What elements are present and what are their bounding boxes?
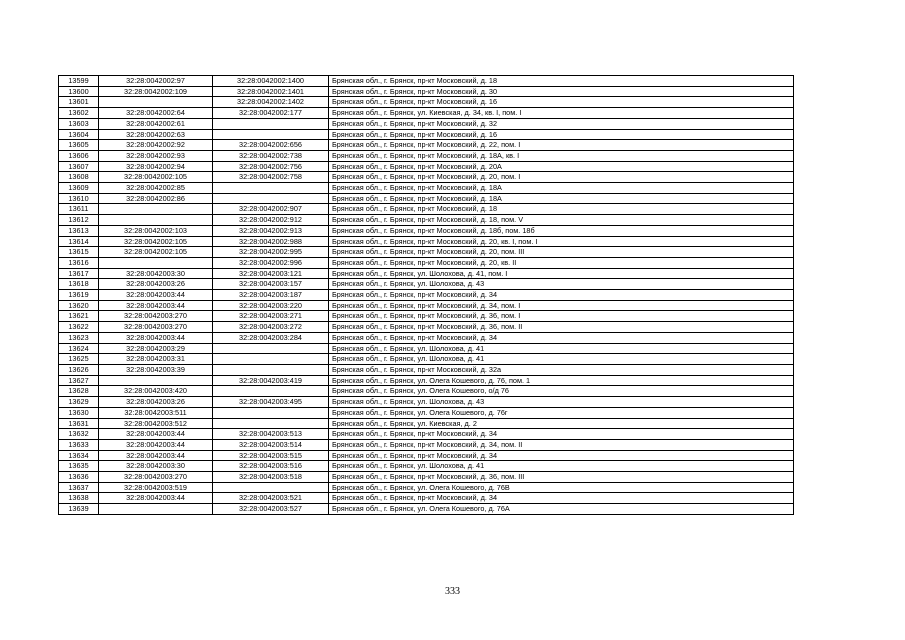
row-number-cell: 13632 (59, 429, 99, 440)
land-cadastral-number-cell: 32:28:0042003:26 (99, 279, 213, 290)
row-number-cell: 13619 (59, 290, 99, 301)
land-cadastral-number-cell (99, 97, 213, 108)
row-number-cell: 13638 (59, 493, 99, 504)
table-row (59, 290, 794, 301)
row-number-cell: 13603 (59, 118, 99, 129)
land-cadastral-number-cell: 32:28:0042003:30 (99, 461, 213, 472)
land-cadastral-number-cell: 32:28:0042002:86 (99, 193, 213, 204)
table-row (59, 418, 794, 429)
table-row (59, 257, 794, 268)
building-cadastral-number-cell: 32:28:0042003:527 (213, 504, 329, 515)
row-number-cell: 13636 (59, 472, 99, 483)
address-cell: Брянская обл., г. Брянск, ул. Олега Кошевого, о/д 76 (329, 386, 794, 397)
land-cadastral-number-cell: 32:28:0042003:519 (99, 482, 213, 493)
table-row (59, 140, 794, 151)
building-cadastral-number-cell: 32:28:0042002:1401 (213, 86, 329, 97)
address-cell: Брянская обл., г. Брянск, ул. Шолохова, д. 43 (329, 397, 794, 408)
table-row (59, 407, 794, 418)
row-number-cell: 13613 (59, 225, 99, 236)
land-cadastral-number-cell (99, 375, 213, 386)
row-number-cell: 13639 (59, 504, 99, 515)
table-row (59, 161, 794, 172)
row-number-cell: 13628 (59, 386, 99, 397)
table-row (59, 493, 794, 504)
table-row (59, 215, 794, 226)
row-number-cell: 13616 (59, 257, 99, 268)
address-cell: Брянская обл., г. Брянск, ул. Киевская, д. 34, кв. I, пом. I (329, 108, 794, 119)
building-cadastral-number-cell (213, 418, 329, 429)
land-cadastral-number-cell (99, 504, 213, 515)
row-number-cell: 13629 (59, 397, 99, 408)
land-cadastral-number-cell: 32:28:0042003:512 (99, 418, 213, 429)
building-cadastral-number-cell: 32:28:0042002:177 (213, 108, 329, 119)
row-number-cell: 13614 (59, 236, 99, 247)
row-number-cell: 13608 (59, 172, 99, 183)
land-cadastral-number-cell: 32:28:0042003:44 (99, 290, 213, 301)
table-row (59, 172, 794, 183)
building-cadastral-number-cell: 32:28:0042003:271 (213, 311, 329, 322)
building-cadastral-number-cell (213, 343, 329, 354)
table-row (59, 364, 794, 375)
building-cadastral-number-cell: 32:28:0042003:419 (213, 375, 329, 386)
building-cadastral-number-cell: 32:28:0042003:514 (213, 439, 329, 450)
address-cell: Брянская обл., г. Брянск, ул. Олега Кошевого, д. 76г (329, 407, 794, 418)
page-number: 333 (445, 586, 460, 597)
building-cadastral-number-cell (213, 118, 329, 129)
row-number-cell: 13607 (59, 161, 99, 172)
address-cell: Брянская обл., г. Брянск, пр-кт Московский, д. 32 (329, 118, 794, 129)
address-cell: Брянская обл., г. Брянск, пр-кт Московский, д. 32а (329, 364, 794, 375)
building-cadastral-number-cell: 32:28:0042002:995 (213, 247, 329, 258)
row-number-cell: 13601 (59, 97, 99, 108)
building-cadastral-number-cell: 32:28:0042002:912 (213, 215, 329, 226)
table-row (59, 108, 794, 119)
land-cadastral-number-cell: 32:28:0042003:30 (99, 268, 213, 279)
building-cadastral-number-cell: 32:28:0042003:515 (213, 450, 329, 461)
land-cadastral-number-cell: 32:28:0042003:420 (99, 386, 213, 397)
land-cadastral-number-cell: 32:28:0042002:93 (99, 150, 213, 161)
row-number-cell: 13627 (59, 375, 99, 386)
registry-table-body (59, 76, 794, 515)
building-cadastral-number-cell (213, 183, 329, 194)
address-cell: Брянская обл., г. Брянск, пр-кт Московский, д. 18, пом. V (329, 215, 794, 226)
table-row (59, 247, 794, 258)
row-number-cell: 13606 (59, 150, 99, 161)
land-cadastral-number-cell: 32:28:0042003:44 (99, 429, 213, 440)
row-number-cell: 13633 (59, 439, 99, 450)
building-cadastral-number-cell: 32:28:0042003:157 (213, 279, 329, 290)
land-cadastral-number-cell: 32:28:0042003:29 (99, 343, 213, 354)
table-row (59, 322, 794, 333)
table-row (59, 279, 794, 290)
table-row (59, 386, 794, 397)
land-cadastral-number-cell: 32:28:0042002:63 (99, 129, 213, 140)
address-cell: Брянская обл., г. Брянск, пр-кт Московский, д. 16 (329, 97, 794, 108)
row-number-cell: 13609 (59, 183, 99, 194)
table-row (59, 268, 794, 279)
building-cadastral-number-cell (213, 129, 329, 140)
building-cadastral-number-cell (213, 193, 329, 204)
table-row (59, 300, 794, 311)
table-row (59, 482, 794, 493)
address-cell: Брянская обл., г. Брянск, пр-кт Московский, д. 20, кв. II (329, 257, 794, 268)
address-cell: Брянская обл., г. Брянск, пр-кт Московский, д. 18 (329, 204, 794, 215)
address-cell: Брянская обл., г. Брянск, пр-кт Московский, д. 18б, пом. 18б (329, 225, 794, 236)
building-cadastral-number-cell: 32:28:0042002:996 (213, 257, 329, 268)
row-number-cell: 13611 (59, 204, 99, 215)
table-row (59, 472, 794, 483)
table-row (59, 397, 794, 408)
address-cell: Брянская обл., г. Брянск, пр-кт Московский, д. 20А (329, 161, 794, 172)
land-cadastral-number-cell: 32:28:0042002:97 (99, 76, 213, 87)
land-cadastral-number-cell: 32:28:0042002:85 (99, 183, 213, 194)
table-row (59, 118, 794, 129)
address-cell: Брянская обл., г. Брянск, ул. Шолохова, д. 41 (329, 354, 794, 365)
address-cell: Брянская обл., г. Брянск, ул. Олега Кошевого, д. 76А (329, 504, 794, 515)
row-number-cell: 13625 (59, 354, 99, 365)
row-number-cell: 13626 (59, 364, 99, 375)
address-cell: Брянская обл., г. Брянск, ул. Шолохова, д. 43 (329, 279, 794, 290)
table-row (59, 429, 794, 440)
address-cell: Брянская обл., г. Брянск, ул. Шолохова, д. 41, пом. I (329, 268, 794, 279)
table-row (59, 343, 794, 354)
row-number-cell: 13630 (59, 407, 99, 418)
building-cadastral-number-cell: 32:28:0042003:272 (213, 322, 329, 333)
building-cadastral-number-cell (213, 407, 329, 418)
table-row (59, 375, 794, 386)
address-cell: Брянская обл., г. Брянск, пр-кт Московский, д. 22, пом. I (329, 140, 794, 151)
land-cadastral-number-cell: 32:28:0042003:44 (99, 332, 213, 343)
address-cell: Брянская обл., г. Брянск, пр-кт Московский, д. 34, пом. II (329, 439, 794, 450)
table-row (59, 461, 794, 472)
address-cell: Брянская обл., г. Брянск, пр-кт Московский, д. 30 (329, 86, 794, 97)
row-number-cell: 13604 (59, 129, 99, 140)
building-cadastral-number-cell: 32:28:0042003:521 (213, 493, 329, 504)
row-number-cell: 13623 (59, 332, 99, 343)
building-cadastral-number-cell (213, 386, 329, 397)
table-row (59, 193, 794, 204)
address-cell: Брянская обл., г. Брянск, пр-кт Московский, д. 18А, кв. I (329, 150, 794, 161)
land-cadastral-number-cell: 32:28:0042003:270 (99, 311, 213, 322)
land-cadastral-number-cell: 32:28:0042003:270 (99, 322, 213, 333)
land-cadastral-number-cell: 32:28:0042003:511 (99, 407, 213, 418)
land-cadastral-number-cell: 32:28:0042002:105 (99, 172, 213, 183)
building-cadastral-number-cell: 32:28:0042003:220 (213, 300, 329, 311)
building-cadastral-number-cell: 32:28:0042003:495 (213, 397, 329, 408)
row-number-cell: 13635 (59, 461, 99, 472)
land-cadastral-number-cell: 32:28:0042003:26 (99, 397, 213, 408)
address-cell: Брянская обл., г. Брянск, ул. Киевская, д. 2 (329, 418, 794, 429)
land-cadastral-number-cell: 32:28:0042002:103 (99, 225, 213, 236)
row-number-cell: 13624 (59, 343, 99, 354)
land-cadastral-number-cell: 32:28:0042003:44 (99, 450, 213, 461)
building-cadastral-number-cell: 32:28:0042003:121 (213, 268, 329, 279)
address-cell: Брянская обл., г. Брянск, ул. Олега Кошевого, д. 76В (329, 482, 794, 493)
table-row (59, 225, 794, 236)
address-cell: Брянская обл., г. Брянск, пр-кт Московский, д. 34 (329, 332, 794, 343)
building-cadastral-number-cell: 32:28:0042002:758 (213, 172, 329, 183)
building-cadastral-number-cell: 32:28:0042002:1402 (213, 97, 329, 108)
land-cadastral-number-cell: 32:28:0042003:44 (99, 300, 213, 311)
land-cadastral-number-cell: 32:28:0042003:39 (99, 364, 213, 375)
land-cadastral-number-cell: 32:28:0042002:64 (99, 108, 213, 119)
land-cadastral-number-cell (99, 257, 213, 268)
table-row (59, 450, 794, 461)
building-cadastral-number-cell: 32:28:0042002:913 (213, 225, 329, 236)
address-cell: Брянская обл., г. Брянск, пр-кт Московский, д. 34 (329, 450, 794, 461)
row-number-cell: 13618 (59, 279, 99, 290)
building-cadastral-number-cell: 32:28:0042003:518 (213, 472, 329, 483)
row-number-cell: 13599 (59, 76, 99, 87)
land-cadastral-number-cell: 32:28:0042003:44 (99, 493, 213, 504)
row-number-cell: 13615 (59, 247, 99, 258)
address-cell: Брянская обл., г. Брянск, пр-кт Московский, д. 18А (329, 193, 794, 204)
row-number-cell: 13612 (59, 215, 99, 226)
table-row (59, 332, 794, 343)
table-row (59, 97, 794, 108)
row-number-cell: 13617 (59, 268, 99, 279)
building-cadastral-number-cell: 32:28:0042002:756 (213, 161, 329, 172)
row-number-cell: 13634 (59, 450, 99, 461)
address-cell: Брянская обл., г. Брянск, пр-кт Московский, д. 34 (329, 429, 794, 440)
address-cell: Брянская обл., г. Брянск, пр-кт Московский, д. 20, кв. I, пом. I (329, 236, 794, 247)
land-cadastral-number-cell: 32:28:0042002:105 (99, 236, 213, 247)
table-row (59, 504, 794, 515)
address-cell: Брянская обл., г. Брянск, пр-кт Московский, д. 20, пом. III (329, 247, 794, 258)
building-cadastral-number-cell (213, 354, 329, 365)
table-row (59, 86, 794, 97)
row-number-cell: 13600 (59, 86, 99, 97)
row-number-cell: 13610 (59, 193, 99, 204)
table-row (59, 129, 794, 140)
address-cell: Брянская обл., г. Брянск, пр-кт Московский, д. 36, пом. I (329, 311, 794, 322)
address-cell: Брянская обл., г. Брянск, пр-кт Московский, д. 36, пом. II (329, 322, 794, 333)
address-cell: Брянская обл., г. Брянск, пр-кт Московский, д. 18А (329, 183, 794, 194)
building-cadastral-number-cell: 32:28:0042003:284 (213, 332, 329, 343)
table-row (59, 439, 794, 450)
row-number-cell: 13620 (59, 300, 99, 311)
building-cadastral-number-cell: 32:28:0042002:656 (213, 140, 329, 151)
land-cadastral-number-cell: 32:28:0042003:270 (99, 472, 213, 483)
table-row (59, 183, 794, 194)
row-number-cell: 13631 (59, 418, 99, 429)
land-cadastral-number-cell: 32:28:0042002:92 (99, 140, 213, 151)
address-cell: Брянская обл., г. Брянск, пр-кт Московский, д. 18 (329, 76, 794, 87)
building-cadastral-number-cell: 32:28:0042002:988 (213, 236, 329, 247)
row-number-cell: 13602 (59, 108, 99, 119)
address-cell: Брянская обл., г. Брянск, пр-кт Московский, д. 34 (329, 290, 794, 301)
address-cell: Брянская обл., г. Брянск, пр-кт Московский, д. 36, пом. III (329, 472, 794, 483)
table-row (59, 150, 794, 161)
registry-table (58, 75, 794, 515)
address-cell: Брянская обл., г. Брянск, ул. Шолохова, д. 41 (329, 343, 794, 354)
row-number-cell: 13622 (59, 322, 99, 333)
land-cadastral-number-cell: 32:28:0042002:61 (99, 118, 213, 129)
land-cadastral-number-cell: 32:28:0042003:44 (99, 439, 213, 450)
land-cadastral-number-cell: 32:28:0042002:109 (99, 86, 213, 97)
address-cell: Брянская обл., г. Брянск, ул. Шолохова, д. 41 (329, 461, 794, 472)
building-cadastral-number-cell: 32:28:0042002:738 (213, 150, 329, 161)
table-row (59, 76, 794, 87)
building-cadastral-number-cell: 32:28:0042003:516 (213, 461, 329, 472)
land-cadastral-number-cell (99, 204, 213, 215)
address-cell: Брянская обл., г. Брянск, ул. Олега Кошевого, д. 76, пом. 1 (329, 375, 794, 386)
address-cell: Брянская обл., г. Брянск, пр-кт Московский, д. 34 (329, 493, 794, 504)
table-row (59, 354, 794, 365)
building-cadastral-number-cell (213, 482, 329, 493)
address-cell: Брянская обл., г. Брянск, пр-кт Московский, д. 16 (329, 129, 794, 140)
land-cadastral-number-cell: 32:28:0042003:31 (99, 354, 213, 365)
row-number-cell: 13605 (59, 140, 99, 151)
table-row (59, 236, 794, 247)
address-cell: Брянская обл., г. Брянск, пр-кт Московский, д. 20, пом. I (329, 172, 794, 183)
building-cadastral-number-cell: 32:28:0042003:187 (213, 290, 329, 301)
building-cadastral-number-cell: 32:28:0042003:513 (213, 429, 329, 440)
table-row (59, 311, 794, 322)
land-cadastral-number-cell (99, 215, 213, 226)
row-number-cell: 13621 (59, 311, 99, 322)
table-row (59, 204, 794, 215)
land-cadastral-number-cell: 32:28:0042002:94 (99, 161, 213, 172)
address-cell: Брянская обл., г. Брянск, пр-кт Московский, д. 34, пом. I (329, 300, 794, 311)
building-cadastral-number-cell (213, 364, 329, 375)
land-cadastral-number-cell: 32:28:0042002:105 (99, 247, 213, 258)
building-cadastral-number-cell: 32:28:0042002:907 (213, 204, 329, 215)
row-number-cell: 13637 (59, 482, 99, 493)
building-cadastral-number-cell: 32:28:0042002:1400 (213, 76, 329, 87)
